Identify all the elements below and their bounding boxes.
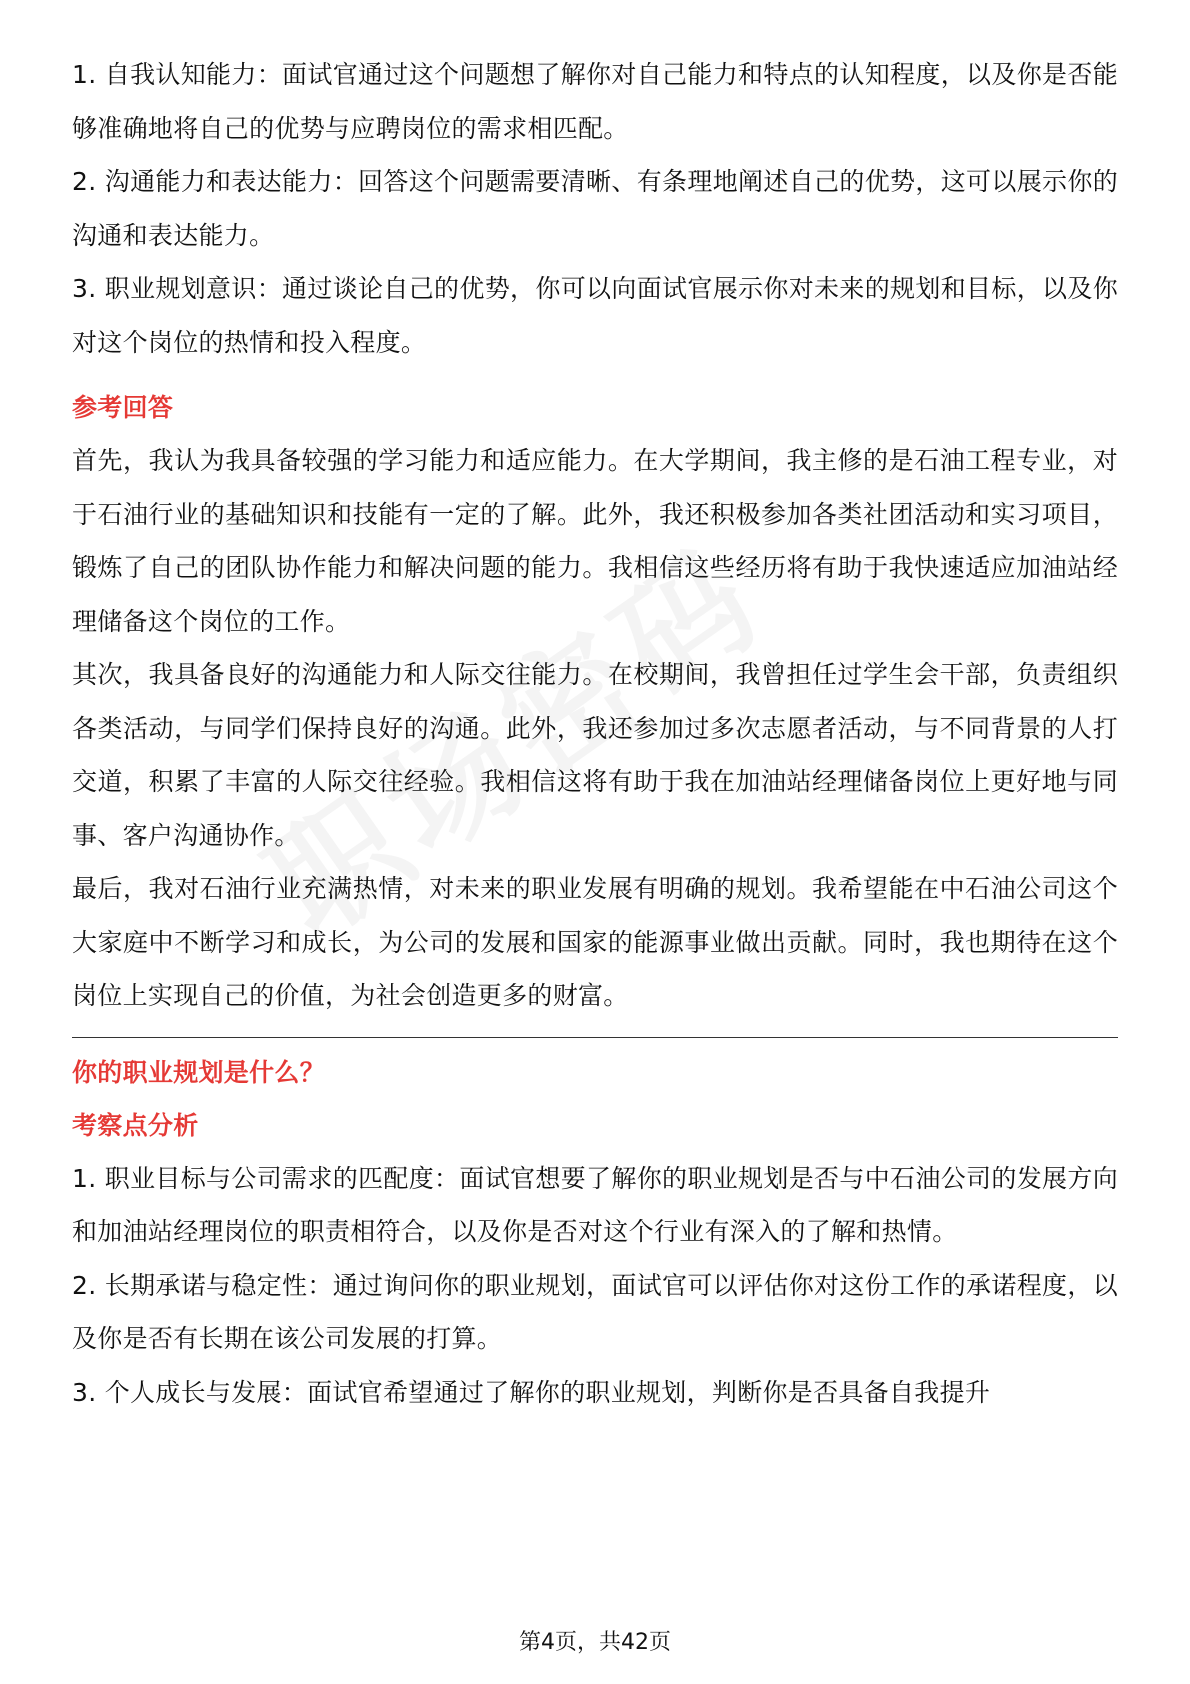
question-title: 你的职业规划是什么？ [72, 1057, 326, 1087]
answer-paragraph-2: 其次，我具备良好的沟通能力和人际交往能力。在校期间，我曾担任过学生会干部，负责组织各类活动，与同学们保持良好的沟通。此外，我还参加过多次志愿者活动，与不同背景的人打交道，积累了丰富的人际交往经验。我相信这将有助于我在加油站经理储备岗位上更好地与同事、客户沟通协作。 [72, 660, 1118, 850]
reference-answer-heading: 参考回答 [72, 393, 174, 422]
analysis-item-3: 3. 职业规划意识：通过谈论自己的优势，你可以向面试官展示你对未来的规划和目标，以及你对这个岗位的热情和投入程度。 [72, 274, 1118, 357]
page-number: 第4页，共42页 [519, 1630, 671, 1655]
analysis-item-2: 2. 沟通能力和表达能力：回答这个问题需要清晰、有条理地阐述自己的优势，这可以展示你的沟通和表达能力。 [72, 167, 1118, 250]
analysis-heading: 考察点分析 [72, 1110, 199, 1140]
analysis-list [72, 48, 1118, 369]
question2-item-3: 3. 个人成长与发展：面试官希望通过了解你的职业规划，判断你是否具备自我提升 [72, 1377, 991, 1407]
answer-paragraph-1: 首先，我认为我具备较强的学习能力和适应能力。在大学期间，我主修的是石油工程专业，对于石油行业的基础知识和技能有一定的了解。此外，我还积极参加各类社团活动和实习项目，锻炼了自己的团队协作能力和解决问题的能力。我相信这些经历将有助于我快速适应加油站经理储备这个岗位的工作。 [72, 446, 1118, 636]
answer-paragraph-3: 最后，我对石油行业充满热情，对未来的职业发展有明确的规划。我希望能在中石油公司这个大家庭中不断学习和成长，为公司的发展和国家的能源事业做出贡献。同时，我也期待在这个岗位上实现自己的价值，为社会创造更多的财富。 [72, 874, 1118, 1010]
document-page [72, 48, 1118, 1419]
analysis-item-1: 1. 自我认知能力：面试官通过这个问题想了解你对自己能力和特点的认知程度，以及你是否能够准确地将自己的优势与应聘岗位的需求相匹配。 [72, 60, 1118, 143]
question2-item-2: 2. 长期承诺与稳定性：通过询问你的职业规划，面试官可以评估你对这份工作的承诺程度，以及你是否有长期在该公司发展的打算。 [72, 1270, 1118, 1353]
section-divider [72, 1037, 1118, 1038]
question2-item-1: 1. 职业目标与公司需求的匹配度：面试官想要了解你的职业规划是否与中石油公司的发展方向和加油站经理岗位的职责相符合，以及你是否对这个行业有深入的了解和热情。 [72, 1163, 1118, 1246]
